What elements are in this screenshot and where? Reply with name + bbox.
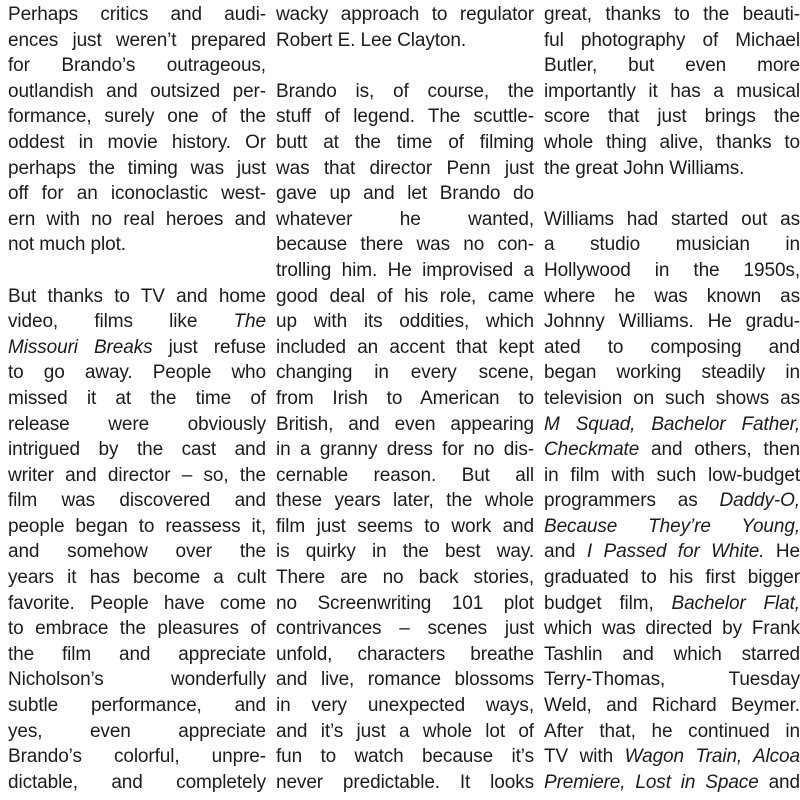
body-text: is quirky in the best way. [276,541,534,563]
body-text: gave up and let Brando do [276,183,534,205]
text-line [8,284,266,310]
body-text: because there was no con- [276,234,534,256]
body-text: perhaps the timing was just [8,157,266,179]
text-line [544,514,800,540]
text-line [8,514,266,540]
body-text: from Irish to American to [276,387,534,409]
text-line [276,463,534,489]
body-text: Hollywood in the 1950s, [544,259,800,281]
body-text: cernable reason. But all [276,464,534,486]
text-line [544,565,800,591]
text-column-3 [544,2,800,795]
text-line [8,53,266,79]
body-text: release were obviously [8,413,266,435]
text-line [8,488,266,514]
body-text: stuff of legend. The scuttle- [276,106,534,128]
text-line [8,79,266,105]
italic-title-text: Because They’re Young, [544,515,800,537]
body-text: no Screenwriting 101 plot [276,592,534,614]
text-column-2 [276,2,534,795]
body-text: a studio musician in [544,234,800,256]
body-text: Terry-Thomas, Tuesday [544,669,800,691]
body-text: intrigued by the cast and [8,439,266,461]
text-line [544,744,800,770]
body-text: importantly it has a musical [544,80,800,102]
body-text: the film and appreciate [8,643,266,665]
body-text: years it has become a cult [8,567,266,589]
body-text: missed it at the time of [8,387,266,409]
text-line [544,591,800,617]
body-text: in film with such low-budget [544,464,800,486]
text-line [544,104,800,130]
text-line [276,309,534,335]
text-line [8,335,266,361]
body-text: film was discovered and [8,490,266,512]
body-text: contrivances – scenes just [276,618,534,640]
text-line [276,2,534,28]
body-text: and others, then [639,439,800,461]
body-text: favorite. People have come [8,592,266,614]
text-line [8,642,266,668]
text-line [8,437,266,463]
body-text: outlandish and outsized per- [8,80,266,102]
text-line [276,130,534,156]
text-line [8,412,266,438]
body-text: ences just weren’t prepared [8,29,266,51]
text-line [544,258,800,284]
body-text: never predictable. It looks [276,771,534,793]
italic-title-text: Bachelor Flat, [671,592,800,614]
body-text: British, and even appearing [276,413,534,435]
body-text: trolling him. He improvised a [276,259,534,281]
text-line [276,181,534,207]
paragraph-gap [544,181,800,207]
text-line [544,309,800,335]
body-text: score that just brings the [544,106,800,128]
text-line [8,463,266,489]
body-text: graduated to his first bigger [544,567,800,589]
body-text: in a granny dress for no dis- [276,439,534,461]
text-line [8,207,266,233]
body-text: whole thing alive, thanks to [544,131,800,153]
text-line [276,104,534,130]
text-line [276,514,534,540]
body-text: unfold, characters breathe [276,643,534,665]
text-line [8,156,266,182]
text-line [544,156,800,182]
body-text: There are no back stories, [276,567,534,589]
text-line [276,258,534,284]
body-text: Robert E. Lee Clayton. [276,29,467,51]
text-line [276,207,534,233]
body-text: He [764,541,800,563]
text-line [8,693,266,719]
body-text: Williams had started out as [544,208,800,230]
body-text: yes, even appreciate [8,720,266,742]
text-line [544,616,800,642]
text-line [544,770,800,796]
text-line [8,232,266,258]
italic-title-text: Checkmate [544,439,640,461]
body-text: subtle performance, and [8,695,266,717]
body-text: off for an iconoclastic west- [8,183,266,205]
italic-title-text: I Passed for White. [586,541,765,563]
body-text: where he was known as [544,285,800,307]
text-line [544,28,800,54]
text-column-1 [8,2,266,795]
text-line [544,335,800,361]
text-line [8,770,266,796]
text-line [8,591,266,617]
body-text: Butler, but even more [544,55,800,77]
italic-title-text: Daddy-O, [719,490,800,512]
body-text: dictable, and completely [8,771,266,793]
text-line [544,437,800,463]
text-line [8,360,266,386]
italic-title-text: Premiere, Lost in Space [544,771,759,793]
text-line [276,79,534,105]
body-text: Tashlin and which starred [544,643,800,665]
body-text: ful photography of Michael [544,29,800,51]
text-line [276,386,534,412]
body-text: fun to watch because it’s [276,746,534,768]
text-line [276,591,534,617]
body-text: Brando is, of course, the [276,80,534,102]
body-text: budget film, [544,592,672,614]
body-text: and [758,771,800,793]
body-text: ated to composing and [544,336,800,358]
body-text: just refuse [152,336,266,358]
text-line [8,539,266,565]
text-line [544,488,800,514]
body-text: video, films like [8,311,234,333]
text-line [544,386,800,412]
text-line [276,360,534,386]
text-line [544,232,800,258]
body-text: to embrace the pleasures of [8,618,266,640]
text-line [544,719,800,745]
body-text: whatever he wanted, [276,208,534,230]
body-text: in very unexpected ways, [276,695,534,717]
text-line [276,565,534,591]
body-text: Weld, and Richard Beymer. [544,695,800,717]
body-text: and somehow over the [8,541,266,563]
text-line [276,744,534,770]
body-text: changing in every scene, [276,362,534,384]
text-line [544,463,800,489]
body-text: Perhaps critics and audi- [8,4,266,25]
body-text: for Brando’s outrageous, [8,55,266,77]
body-text: Brando’s colorful, unpre- [8,746,266,768]
body-text: which was directed by Frank [544,618,800,640]
text-line [8,28,266,54]
text-line [276,232,534,258]
body-text: not much plot. [8,234,126,256]
text-line [276,539,534,565]
paragraph-gap [8,258,266,284]
text-line [544,284,800,310]
italic-title-text: M Squad, Bachelor Father, [544,413,800,435]
text-line [544,79,800,105]
text-line [544,693,800,719]
text-line [276,488,534,514]
body-text: television on such shows as [544,387,800,409]
body-text: butt at the time of filming [276,131,534,153]
italic-title-text: The [233,311,266,333]
body-text: programmers as [544,490,720,512]
text-line [276,616,534,642]
text-line [276,412,534,438]
body-text: up with its oddities, which [276,311,534,333]
text-line [8,104,266,130]
text-line [544,130,800,156]
body-text: oddest in movie history. Or [8,131,266,153]
text-line [276,667,534,693]
text-line [8,667,266,693]
text-line [276,156,534,182]
text-line [544,360,800,386]
text-line [276,284,534,310]
text-line [544,207,800,233]
italic-title-text: Wagon Train, Alcoa [624,746,800,768]
text-line [276,770,534,796]
body-text: these years later, the whole [276,490,534,512]
body-text: and live, romance blossoms [276,669,534,691]
text-line [8,565,266,591]
body-text: to go away. People who [8,362,266,384]
body-text: But thanks to TV and home [8,285,266,307]
text-line [8,181,266,207]
body-text: Nicholson’s wonderfully [8,669,266,691]
body-text: formance, surely one of the [8,106,266,128]
body-text: TV with [544,746,625,768]
text-line [544,642,800,668]
body-text: and [544,541,587,563]
body-text: good deal of his role, came [276,285,534,307]
text-line [544,412,800,438]
body-text: and it’s just a whole lot of [276,720,534,742]
body-text: wacky approach to regulator [276,4,534,25]
text-line [276,719,534,745]
text-line [276,693,534,719]
text-line [544,667,800,693]
text-line [276,335,534,361]
text-line [276,642,534,668]
body-text: began working steadily in [544,362,800,384]
text-line [544,53,800,79]
text-line [8,616,266,642]
body-text: included an accent that kept [276,336,534,358]
text-line [276,437,534,463]
text-line [8,130,266,156]
text-line [8,744,266,770]
text-line [8,386,266,412]
text-line [8,719,266,745]
italic-title-text: Missouri Breaks [8,336,153,358]
body-text: the great John Williams. [544,157,745,179]
text-line [276,28,534,54]
body-text: great, thanks to the beauti- [544,4,800,25]
body-text: film just seems to work and [276,515,534,537]
text-line [544,2,800,28]
body-text: writer and director – so, the [8,464,266,486]
text-line [8,2,266,28]
body-text: people began to reassess it, [8,515,266,537]
body-text: After that, he continued in [544,720,800,742]
body-text: ern with no real heroes and [8,208,266,230]
body-text: Johnny Williams. He gradu- [544,311,800,333]
paragraph-gap [276,53,534,79]
body-text: was that director Penn just [276,157,534,179]
text-line [8,309,266,335]
text-line [544,539,800,565]
